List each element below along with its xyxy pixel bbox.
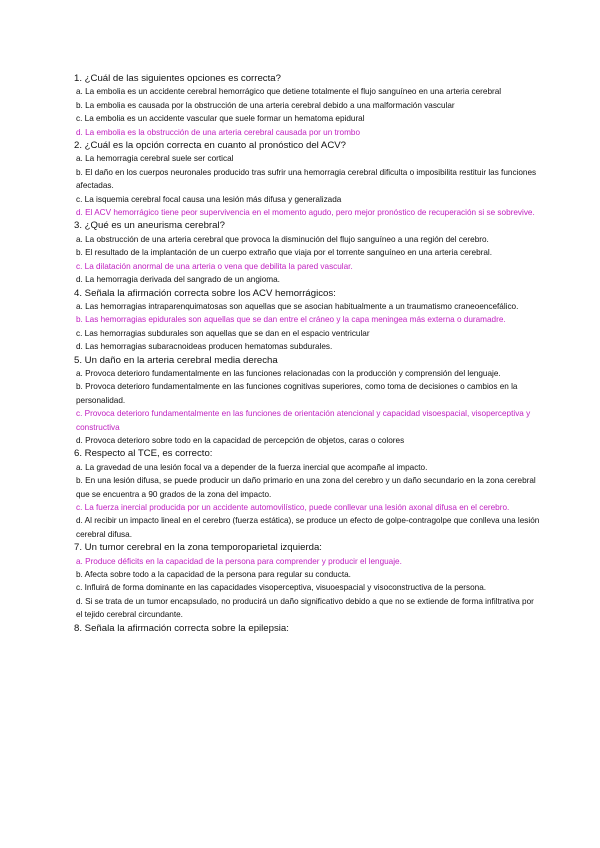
question-8-text: 8. Señala la afirmación correcta sobre la epilepsia: <box>74 622 289 634</box>
question-2-option-d-correct: d. El ACV hemorrágico tiene peor supervivencia en el momento agudo, pero mejor pronóstico de recuperación si se sobrevive. <box>76 208 535 218</box>
question-7-option-c: c. Influirá de forma dominante en las capacidades visoperceptiva, visuoespacial y visoconstructiva de la persona. <box>76 583 487 593</box>
question-1-option-c: c. La embolia es un accidente vascular que suele formar un hematoma epidural <box>76 114 365 124</box>
question-5-option-b: b. Provoca deterioro fundamentalmente en las funciones cognitivas superiores, como toma de decisiones o cambios en la personalidad. <box>76 382 518 405</box>
question-3-option-b: b. El resultado de la implantación de un cuerpo extraño que viaja por el torrente sanguíneo en una arteria cerebral. <box>76 248 493 258</box>
question-1-option-a: a. La embolia es un accidente cerebral hemorrágico que detiene totalmente el flujo sanguíneo en una arteria cerebral <box>76 87 502 97</box>
question-1-text: 1. ¿Cuál de las siguientes opciones es correcta? <box>74 73 281 84</box>
question-6-option-b: b. En una lesión difusa, se puede producir un daño primario en una zona del cerebro y un daño secundario en la zona cerebral que se encuentra a 90 grados de la zona del impacto. <box>76 476 536 499</box>
question-2-option-c: c. La isquemia cerebral focal causa una lesión más difusa y generalizada <box>76 194 342 204</box>
question-6-option-d: d. Al recibir un impacto lineal en el cerebro (fuerza estática), se produce un efecto de golpe-contragolpe que conlleva una lesión cerebral difusa. <box>76 516 540 539</box>
question-5 <box>74 354 540 448</box>
question-7-option-d: d. Si se trata de un tumor encapsulado, no producirá un daño significativo debido a que no se extiende de forma infiltrativa por el tejido cerebral circundante. <box>76 596 534 620</box>
question-6-option-c-correct: c. La fuerza inercial producida por un accidente automovilístico, puede conllevar una lesión axonal difusa en el cerebro. <box>76 503 510 512</box>
question-4-option-c: c. Las hemorragias subdurales son aquellas que se dan en el espacio ventricular <box>76 328 370 338</box>
question-5-option-a: a. Provoca deterioro fundamentalmente en las funciones relacionadas con la producción y comprensión del lenguaje. <box>76 368 501 378</box>
question-1-option-b: b. La embolia es causada por la obstrucción de una arteria cerebral debido a una malformación vascular <box>76 100 455 110</box>
question-2-option-b: b. El daño en los cuerpos neuronales producido tras sufrir una hemorragia cerebral dificulta o imposibilita restituir las funciones afectadas. <box>76 167 537 191</box>
question-4 <box>74 287 540 354</box>
question-3 <box>74 219 540 286</box>
question-4-option-a: a. Las hemorragias intraparenquimatosas son aquellas que se asocian habitualmente a un traumatismo craneoencefálico. <box>76 301 519 311</box>
question-6-text: 6. Respecto al TCE, es correcto: <box>74 448 213 460</box>
question-3-text: 3. ¿Qué es un aneurisma cerebral? <box>74 220 225 232</box>
question-5-option-c-correct: c. Provoca deterioro fundamentalmente en las funciones de orientación atencional y capacidad visoespacial, visoperceptiva y constructiva <box>76 409 531 432</box>
question-3-option-a: a. La obstrucción de una arteria cerebral que provoca la disminución del flujo sanguíneo a una región del cerebro. <box>76 234 489 244</box>
question-3-option-d: d. La hemorragia derivada del sangrado de un angioma. <box>76 275 280 285</box>
question-2-option-a: a. La hemorragia cerebral suele ser cortical <box>76 154 234 164</box>
question-6 <box>74 447 540 541</box>
question-2 <box>74 139 540 219</box>
question-7 <box>74 541 540 621</box>
question-2-text: 2. ¿Cuál es la opción correcta en cuanto al pronóstico del ACV? <box>74 140 346 152</box>
question-5-text: 5. Un daño en la arteria cerebral media derecha <box>74 354 278 366</box>
question-8 <box>74 622 540 635</box>
question-4-text: 4. Señala la afirmación correcta sobre los ACV hemorrágicos: <box>74 287 336 299</box>
question-3-option-c-correct: c. La dilatación anormal de una arteria o vena que debilita la pared vascular. <box>76 261 353 271</box>
question-7-option-a-correct: a. Produce déficits en la capacidad de la persona para comprender y producir el lenguaje. <box>76 556 402 566</box>
question-6-option-a: a. La gravedad de una lesión focal va a depender de la fuerza inercial que acompañe al impacto. <box>76 462 428 472</box>
question-5-option-d: d. Provoca deterioro sobre todo en la capacidad de percepción de objetos, caras o colores <box>76 435 405 445</box>
question-7-option-b: b. Afecta sobre todo a la capacidad de la persona para regular su conducta. <box>76 570 351 580</box>
quiz-content <box>74 72 540 635</box>
question-1-option-d-correct: d. La embolia es la obstrucción de una arteria cerebral causada por un trombo <box>76 127 360 137</box>
question-4-option-b-correct: b. Las hemorragias epidurales son aquellas que se dan entre el cráneo y la capa meningea más externa o duramadre. <box>76 315 506 325</box>
question-1 <box>74 72 540 139</box>
question-4-option-d: d. Las hemorragias subaracnoideas producen hematomas subdurales. <box>76 342 333 352</box>
question-7-text: 7. Un tumor cerebral en la zona temporoparietal izquierda: <box>74 542 322 554</box>
